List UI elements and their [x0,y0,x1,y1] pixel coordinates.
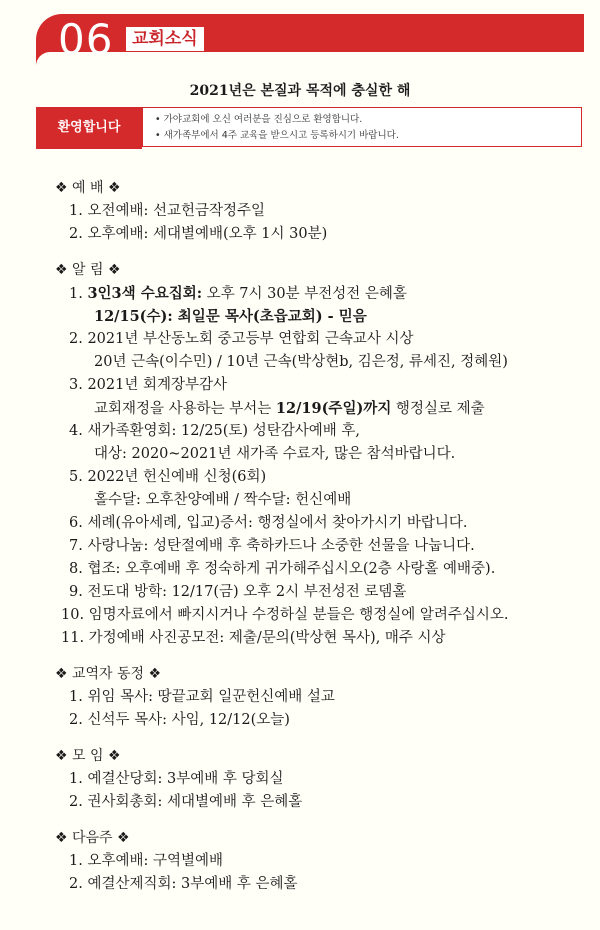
list-item: 2. 예결산제직회: 3부예배 후 은혜홀 [69,876,298,892]
list-item-continuation: 대상: 2020~2021년 새가족 수료자, 많은 참석바랍니다. [94,446,456,462]
welcome-label: 환영합니다 [36,107,142,149]
list-item: 8. 협조: 오후예배 후 정숙하게 귀가해주십시오(2층 사랑홀 예배중). [69,561,496,577]
list-item: 2. 신석두 목사: 사임, 12/12(오늘) [69,712,290,728]
list-item: 1. 예결산당회: 3부예배 후 당회실 [69,771,284,787]
welcome-line: • 새가족부에서 4주 교육을 받으시고 등록하시기 바랍니다. [155,130,399,141]
list-item: 2. 오후예배: 세대별예배(오후 1시 30분) [69,226,328,242]
section-title: 교회소식 [126,27,204,51]
list-item-continuation: 홀수달: 오후찬양예배 / 짝수달: 헌신예배 [94,492,352,508]
list-item-continuation: 20년 근속(이수민) / 10년 근속(박상현b, 김은정, 류세진, 정혜원) [94,354,508,370]
header-cutout [36,52,584,68]
list-item: 7. 사랑나눔: 성탄절예배 후 축하카드나 소중한 선물을 나눕니다. [69,538,475,554]
section-ministers-title: ❖ 교역자 동정 ❖ [55,666,162,682]
section-worship-title: ❖ 예 배 ❖ [55,180,121,196]
list-item-continuation [55,305,585,328]
item-text: 교회재정을 사용하는 부서는 [94,401,276,417]
list-item: 4. 새가족환영회: 12/25(토) 성탄감사예배 후, [69,423,360,439]
section-notice-title: ❖ 알 림 ❖ [55,262,121,278]
section-nextweek-title: ❖ 다음주 ❖ [55,830,130,846]
list-item [55,282,585,305]
item-bold: 12/19(주일)까지 [275,400,392,417]
page-subtitle: 2021년은 본질과 목적에 충실한 해 [189,83,411,99]
item-bold: 3인3색 수요집회: [87,285,203,302]
item-text: 행정실로 제출 [391,401,485,417]
list-item: 2. 2021년 부산동노회 중고등부 연합회 근속교사 시상 [69,331,414,347]
item-bold: 12/15(수): 최일문 목사(초읍교회) - 믿음 [94,308,367,325]
list-item: 11. 가정예배 사진공모전: 제출/문의(박상현 목사), 매주 시상 [61,630,446,646]
welcome-box [36,107,584,149]
list-item: 1. 오전예배: 선교헌금작정주일 [69,203,266,219]
list-item: 3. 2021년 회계장부감사 [69,377,228,393]
item-number: 1. [69,286,88,302]
news-content [55,176,585,896]
welcome-line: • 가야교회에 오신 여러분을 진심으로 환영합니다. [155,114,363,125]
list-item: 6. 세례(유아세례, 입교)증서: 행정실에서 찾아가시기 바랍니다. [69,515,468,531]
list-item: 1. 위임 목사: 땅끝교회 일꾼헌신예배 설교 [69,689,335,705]
item-text: 오후 7시 30분 부전성전 은혜홀 [202,286,407,302]
welcome-text [142,107,582,147]
list-item: 1. 오후예배: 구역별예배 [69,853,224,869]
list-item: 2. 권사회총회: 세대별예배 후 은혜홀 [69,794,303,810]
list-item: 5. 2022년 헌신예배 신청(6회) [69,469,267,485]
list-item-continuation [55,397,585,420]
section-meetings-title: ❖ 모 임 ❖ [55,748,121,764]
list-item: 9. 전도대 방학: 12/17(금) 오후 2시 부전성전 로뎀홀 [69,584,407,600]
section-number: 06 [58,15,114,64]
list-item: 10. 임명자료에서 빠지시거나 수정하실 분들은 행정실에 알려주십시오. [61,607,509,623]
